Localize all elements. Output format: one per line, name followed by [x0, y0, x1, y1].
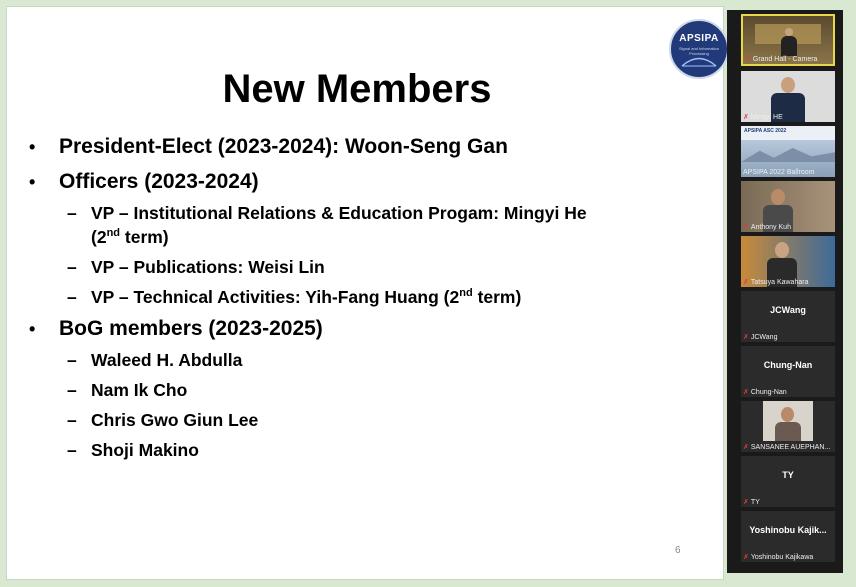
participant-name: TY	[750, 499, 760, 506]
mountains-image	[741, 148, 835, 162]
muted-mic-icon: ✗	[743, 279, 749, 286]
shared-screen-title: APSIPA ASC 2022	[744, 128, 787, 134]
participant-name: Tatsuya Kawahara	[750, 279, 809, 286]
person-body	[775, 422, 801, 441]
vp3-post: term)	[472, 287, 522, 307]
vp1-sup: nd	[106, 227, 121, 240]
logo-bridge-icon	[681, 55, 717, 67]
muted-mic-icon: ✗	[743, 114, 749, 121]
participant-tile[interactable]	[741, 181, 835, 232]
muted-mic-icon: ✗	[743, 444, 749, 451]
bullet-bog	[29, 317, 709, 341]
participant-name: Grand Hall - Camera	[752, 56, 818, 63]
vp3-pre: VP – Technical Activities: Yih-Fang Huang (2	[91, 287, 460, 307]
participant-tile[interactable]	[741, 401, 835, 452]
vp1-line1: VP – Institutional Relations & Education Progam: Mingyi He	[91, 203, 587, 223]
participant-caption	[743, 55, 817, 63]
participants-gallery[interactable]	[727, 10, 843, 573]
bullet-president	[29, 135, 709, 159]
bog-member	[29, 408, 709, 432]
muted-mic-icon: ✗	[743, 389, 749, 396]
officers-heading: Officers (2023-2024)	[59, 170, 259, 193]
bullet-dot: •	[29, 137, 36, 157]
participant-name: APSIPA 2022 Ballroom	[743, 169, 815, 176]
bog-member	[29, 438, 709, 462]
participant-caption	[741, 333, 777, 341]
muted-mic-icon: ✗	[743, 224, 749, 231]
presentation-slide	[6, 6, 724, 580]
dash: –	[67, 440, 77, 460]
bog-member	[29, 378, 709, 402]
president-text: President-Elect (2023-2024): Woon-Seng Gan	[59, 135, 508, 158]
participant-tile[interactable]	[741, 346, 835, 397]
slide-bullets	[29, 135, 709, 468]
muted-mic-icon: ✗	[743, 499, 749, 506]
person-head	[771, 189, 785, 205]
officer-vp3	[29, 285, 709, 309]
bog-heading: BoG members (2023-2025)	[59, 317, 323, 340]
dash: –	[67, 380, 77, 400]
dash: –	[67, 203, 77, 223]
participant-tile[interactable]	[741, 456, 835, 507]
dash: –	[67, 410, 77, 430]
participant-caption	[741, 388, 787, 396]
participant-name: JCWang	[750, 334, 778, 341]
speaker-head	[785, 28, 793, 36]
dash: –	[67, 257, 77, 277]
bullet-dot: •	[29, 172, 36, 192]
participant-caption	[741, 553, 813, 561]
participant-display-name: Chung-Nan	[763, 360, 813, 370]
logo-text: APSIPA	[679, 33, 719, 44]
speaker-body	[781, 36, 797, 56]
muted-mic-icon: ✗	[743, 334, 749, 341]
participant-caption	[741, 223, 791, 231]
bog-member	[29, 348, 709, 372]
person-head	[781, 407, 794, 422]
muted-mic-icon: ✗	[743, 554, 749, 561]
participant-tile[interactable]	[741, 14, 835, 66]
participant-caption	[741, 169, 814, 176]
person-head	[781, 77, 795, 93]
bog-member-name: Shoji Makino	[91, 440, 199, 460]
officer-vp2	[29, 255, 709, 279]
participant-display-name: Yoshinobu Kajik...	[749, 525, 827, 535]
bog-member-name: Chris Gwo Giun Lee	[91, 410, 259, 430]
participant-name: SANSANEE AUEPHAN...	[750, 444, 831, 451]
participant-caption	[741, 498, 760, 506]
muted-mic-icon: ✗	[745, 56, 751, 63]
participant-name: Yoshinobu Kajikawa	[750, 554, 814, 561]
bullet-dot: •	[29, 319, 36, 339]
bullet-officers	[29, 170, 709, 194]
participant-display-name: JCWang	[770, 305, 806, 315]
vp2-text: VP – Publications: Weisi Lin	[91, 257, 325, 277]
participant-tile[interactable]	[741, 71, 835, 122]
participant-name: Chung-Nan	[750, 389, 787, 396]
bog-member-name: Waleed H. Abdulla	[91, 350, 243, 370]
dash: –	[67, 350, 77, 370]
officer-vp1	[29, 201, 709, 249]
vp1-line2-post: term)	[120, 227, 169, 247]
slide-title: New Members	[222, 67, 492, 111]
participant-name: Anthony Kuh	[750, 224, 791, 231]
participant-display-name: TY	[782, 470, 794, 480]
person-head	[775, 242, 789, 258]
dash: –	[67, 287, 77, 307]
participant-tile[interactable]	[741, 236, 835, 287]
participant-tile[interactable]	[741, 291, 835, 342]
participant-caption	[741, 278, 808, 286]
bog-member-name: Nam Ik Cho	[91, 380, 188, 400]
participant-tile[interactable]	[741, 511, 835, 562]
logo-subtitle: Signal and Information Processing	[678, 46, 720, 56]
participant-tile[interactable]	[741, 126, 835, 177]
participant-caption	[741, 113, 783, 121]
vp1-line2-pre: (2	[91, 227, 107, 247]
vp3-sup: nd	[459, 287, 473, 300]
participant-caption	[741, 443, 830, 451]
slide-page-number: 6	[675, 545, 681, 556]
participant-name: Mingyi HE	[750, 114, 783, 121]
